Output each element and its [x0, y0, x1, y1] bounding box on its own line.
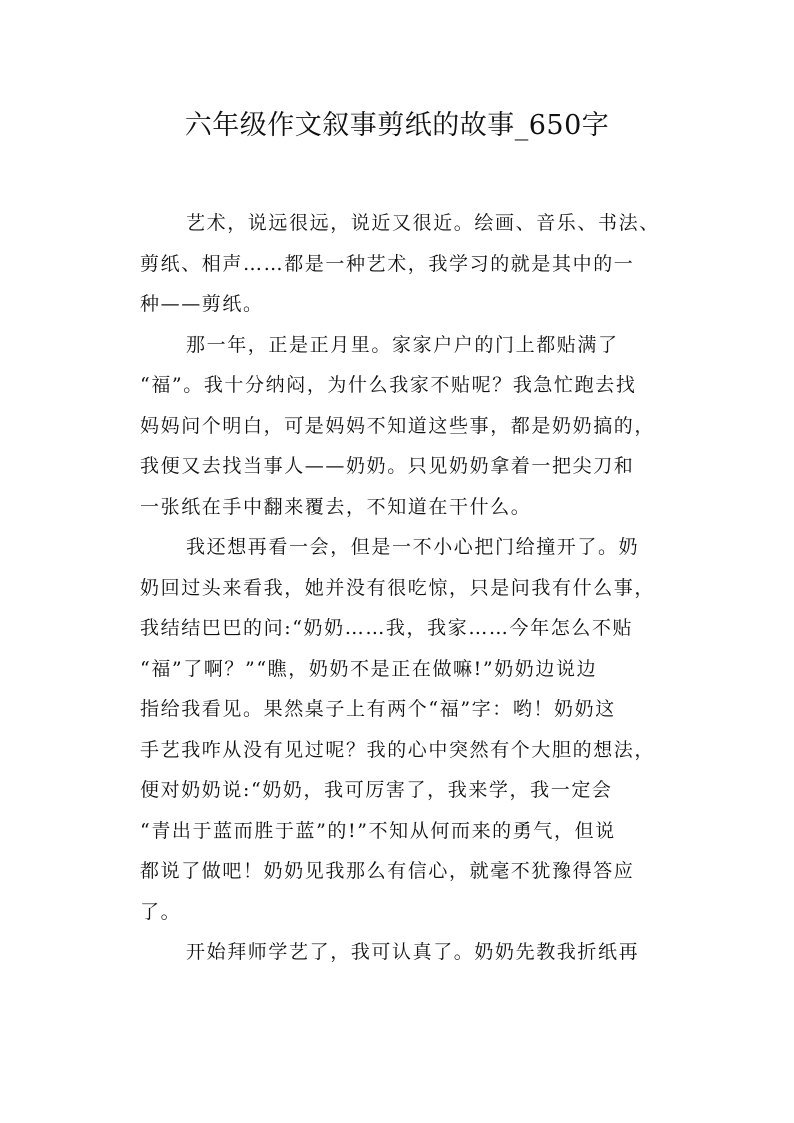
text-line: 指给我看见。果然桌子上有两个“福”字：哟！奶奶这: [140, 698, 616, 720]
text-line: 艺术，说远很远，说近又很近。绘画、音乐、书法、: [186, 212, 660, 234]
text-line: 一张纸在手中翻来覆去，不知道在干什么。: [140, 495, 532, 518]
text-line: 那一年，正是正月里。家家户户的门上都贴满了: [186, 333, 619, 356]
text-line: 奶回过头来看我，她并没有很吃惊，只是问我有什么事，: [140, 576, 656, 599]
text-line: 都说了做吧！奶奶见我那么有信心，就毫不犹豫得答应: [140, 860, 635, 882]
text-line: 手艺我咋从没有见过呢？我的心中突然有个大胆的想法，: [140, 738, 656, 761]
text-line: “福”。我十分纳闷，为什么我家不贴呢？我急忙跑去找: [140, 374, 637, 396]
text-line: 我还想再看一会，但是一不小心把门给撞开了。奶: [186, 536, 640, 558]
document-title: 六年级作文叙事剪纸的故事_650字: [184, 110, 610, 141]
text-line: 种——剪纸。: [140, 293, 264, 315]
text-line: 我结结巴巴的问:“奶奶……我，我家……今年怎么不贴: [140, 617, 634, 639]
text-line: 便对奶奶说:“奶奶，我可厉害了，我来学，我一定会: [140, 779, 613, 801]
text-line: “青出于蓝而胜于蓝”的!”不知从何而来的勇气，但说: [140, 819, 616, 842]
text-line: 我便又去找当事人——奶奶。只见奶奶拿着一把尖刀和: [140, 455, 635, 477]
text-line: 了。: [140, 900, 182, 923]
text-line: “福”了啊？”“瞧，奶奶不是正在做嘛!”奶奶边说边: [140, 657, 598, 680]
document-body: [140, 203, 660, 973]
text-line: 开始拜师学艺了，我可认真了。奶奶先教我折纸再: [186, 941, 640, 963]
text-line: 妈妈问个明白，可是妈妈不知道这些事，都是奶奶搞的，: [140, 414, 656, 437]
text-line: 剪纸、相声……都是一种艺术，我学习的就是其中的一: [140, 252, 635, 275]
